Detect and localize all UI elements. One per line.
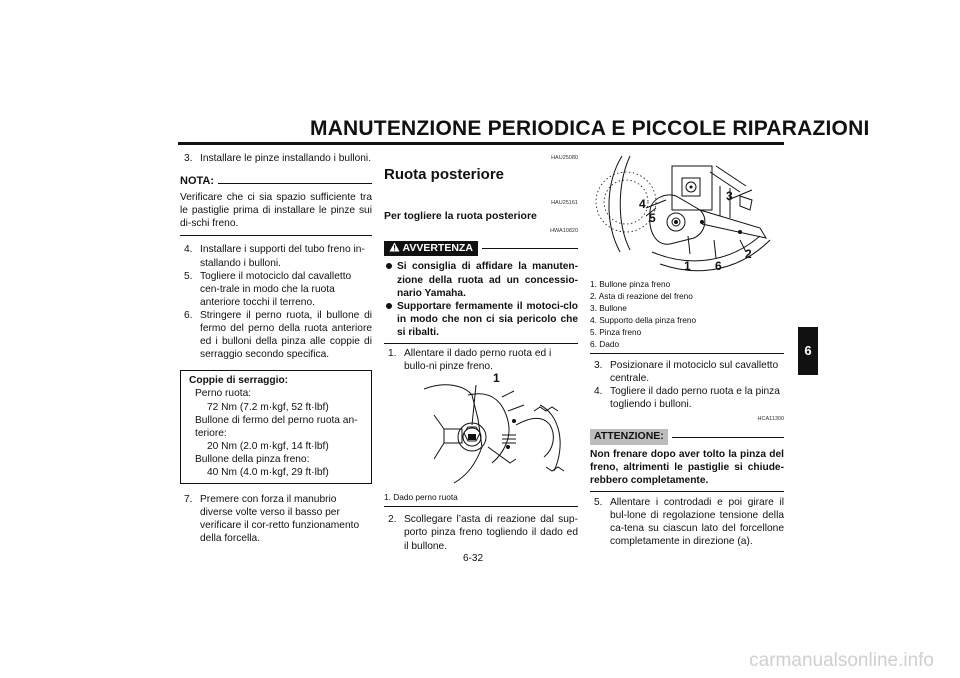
caption-rule bbox=[384, 506, 578, 507]
step-6 bbox=[180, 309, 372, 361]
step-text: Stringere il perno ruota, il bullone di fermo del perno della ruota anteriore ed i bulloni della pinza alle coppie di serraggio secondo specifica. bbox=[200, 309, 372, 361]
step-number: 6. bbox=[184, 309, 193, 321]
figure-callout: 5 bbox=[649, 211, 656, 225]
note-end-rule bbox=[180, 235, 372, 236]
torque-spec-box bbox=[180, 370, 372, 484]
legend-rule bbox=[590, 353, 784, 354]
header-rule bbox=[178, 142, 784, 145]
figure-callout: 2 bbox=[745, 247, 752, 261]
step-text: Premere con forza il manubrio diverse volte verso il basso per verificare il cor-retto funzionamento della forcella. bbox=[200, 494, 360, 545]
warning-bullet-text: Si consiglia di affidare la manuten-zione della ruota ad un concessio-nario Yamaha. bbox=[397, 261, 578, 299]
column-1 bbox=[180, 152, 372, 545]
warning-bullet bbox=[384, 300, 578, 339]
reference-code: HAU25161 bbox=[551, 200, 578, 207]
step-number: 5. bbox=[184, 270, 193, 282]
step-5 bbox=[590, 496, 784, 548]
figure-legend bbox=[590, 278, 784, 350]
column-3 bbox=[590, 152, 784, 548]
attention-end-rule bbox=[590, 491, 784, 492]
axle-nut-illustration bbox=[384, 375, 578, 493]
warning-content bbox=[384, 260, 578, 339]
reference-code: HWA10820 bbox=[550, 228, 578, 235]
chapter-side-tab[interactable]: 6 bbox=[798, 327, 818, 375]
warning-badge bbox=[384, 241, 478, 256]
figure-callout: 1 bbox=[684, 259, 691, 273]
reference-code: HCA11300 bbox=[757, 416, 784, 423]
step-number: 4. bbox=[594, 386, 603, 398]
step-text: Allentare il dado perno ruota ed i bullo-ni pinze freno. bbox=[404, 348, 552, 373]
warning-header bbox=[384, 241, 578, 256]
step-5 bbox=[180, 270, 372, 309]
attention-rule bbox=[672, 437, 784, 438]
step-text: Togliere il dado perno ruota e la pinza togliendo i bulloni. bbox=[610, 386, 780, 411]
step-text: Posizionare il motociclo sul cavalletto centrale. bbox=[610, 360, 779, 385]
torque-line: Perno ruota: bbox=[195, 388, 252, 400]
legend-item: 2. Asta di reazione del freno bbox=[590, 291, 693, 301]
attention-badge: ATTENZIONE: bbox=[590, 429, 668, 444]
step-text: Allentare i controdadi e poi girare il bul-lone di regolazione tensione della ca-tena su ciascun lato del forcellone completamente in direzione (a). bbox=[610, 496, 784, 548]
warning-bullet bbox=[384, 260, 578, 299]
torque-title: Coppie di serraggio: bbox=[189, 375, 289, 387]
warning-triangle-icon bbox=[389, 242, 400, 252]
torque-line: Bullone della pinza freno: bbox=[195, 453, 310, 465]
subsection-title: Per togliere la ruota posteriore bbox=[384, 210, 537, 223]
page-header-title: MANUTENZIONE PERIODICA E PICCOLE RIPARAZIONI bbox=[310, 117, 870, 140]
watermark[interactable]: carmanualsonline.info bbox=[749, 650, 934, 671]
legend-item: 6. Dado bbox=[590, 339, 620, 349]
figure-callout: 4 bbox=[639, 197, 646, 211]
bullet-dot-icon bbox=[386, 263, 392, 269]
warning-rule bbox=[482, 248, 578, 249]
torque-value: 40 Nm (4.0 m·kgf, 29 ft·lbf) bbox=[207, 466, 329, 478]
attention-text: Non frenare dopo aver tolto la pinza del freno, altrimenti le pastiglie si chiude-rebbero completamente. bbox=[590, 448, 784, 486]
column-2 bbox=[384, 152, 578, 553]
step-2 bbox=[384, 513, 578, 552]
figure-caption: 1. Dado perno ruota bbox=[384, 492, 458, 503]
step-number: 1. bbox=[388, 348, 397, 360]
section-title: Ruota posteriore bbox=[384, 166, 505, 184]
step-text: Scollegare l’asta di reazione dal sup-porto pinza freno togliendo il dado ed il bullone. bbox=[404, 514, 578, 552]
torque-line: teriore: bbox=[195, 427, 227, 439]
step-3 bbox=[590, 359, 784, 385]
legend-item: 4. Supporto della pinza freno bbox=[590, 315, 697, 325]
step-4 bbox=[590, 385, 784, 411]
step-number: 5. bbox=[594, 496, 603, 508]
step-number: 3. bbox=[594, 360, 603, 371]
legend-item: 5. Pinza freno bbox=[590, 327, 642, 337]
legend-item: 1. Bullone pinza freno bbox=[590, 279, 671, 289]
step-7 bbox=[180, 493, 372, 545]
figure-axle-nut bbox=[384, 371, 578, 493]
figure-callout: 1 bbox=[493, 371, 500, 386]
step-text: Installare i supporti del tubo freno in-stallando i bulloni. bbox=[200, 244, 365, 269]
bullet-dot-icon bbox=[386, 303, 392, 309]
note-rule bbox=[218, 183, 372, 184]
warning-bullet-text: Supportare fermamente il motoci-clo in modo che non ci sia pericolo che si ribalti. bbox=[397, 300, 578, 338]
torque-value: 72 Nm (7.2 m·kgf, 52 ft·lbf) bbox=[207, 401, 329, 413]
note-title: NOTA: bbox=[180, 175, 215, 188]
step-number: 4. bbox=[184, 244, 193, 256]
note-text: Verificare che ci sia spazio sufficiente tra le pastiglie prima di installare le pinze sui di-schi freno. bbox=[180, 192, 372, 230]
step-text: Togliere il motociclo dal cavalletto cen-trale in modo che la ruota anteriore tocchi il terreno. bbox=[200, 270, 352, 308]
step-text: Installare le pinze installando i bulloni. bbox=[200, 153, 372, 164]
warning-label: AVVERTENZA bbox=[402, 242, 473, 255]
figure-callout: 3 bbox=[726, 189, 733, 203]
torque-line: Bullone di fermo del perno ruota an- bbox=[195, 414, 358, 426]
step-number: 7. bbox=[184, 494, 193, 506]
page-number: 6-32 bbox=[463, 553, 484, 564]
legend-item: 3. Bullone bbox=[590, 303, 627, 313]
step-4 bbox=[180, 243, 372, 269]
step-3 bbox=[180, 152, 372, 165]
step-number: 3. bbox=[184, 153, 193, 164]
attention-header bbox=[590, 429, 784, 444]
reference-code: HAU25080 bbox=[551, 155, 578, 161]
torque-value: 20 Nm (2.0 m·kgf, 14 ft·lbf) bbox=[207, 440, 329, 452]
figure-brake-caliper bbox=[590, 152, 784, 278]
note-header bbox=[180, 175, 372, 188]
figure-callout: 6 bbox=[715, 259, 722, 273]
step-number: 2. bbox=[388, 514, 397, 526]
warning-end-rule bbox=[384, 343, 578, 344]
step-1 bbox=[384, 347, 578, 373]
